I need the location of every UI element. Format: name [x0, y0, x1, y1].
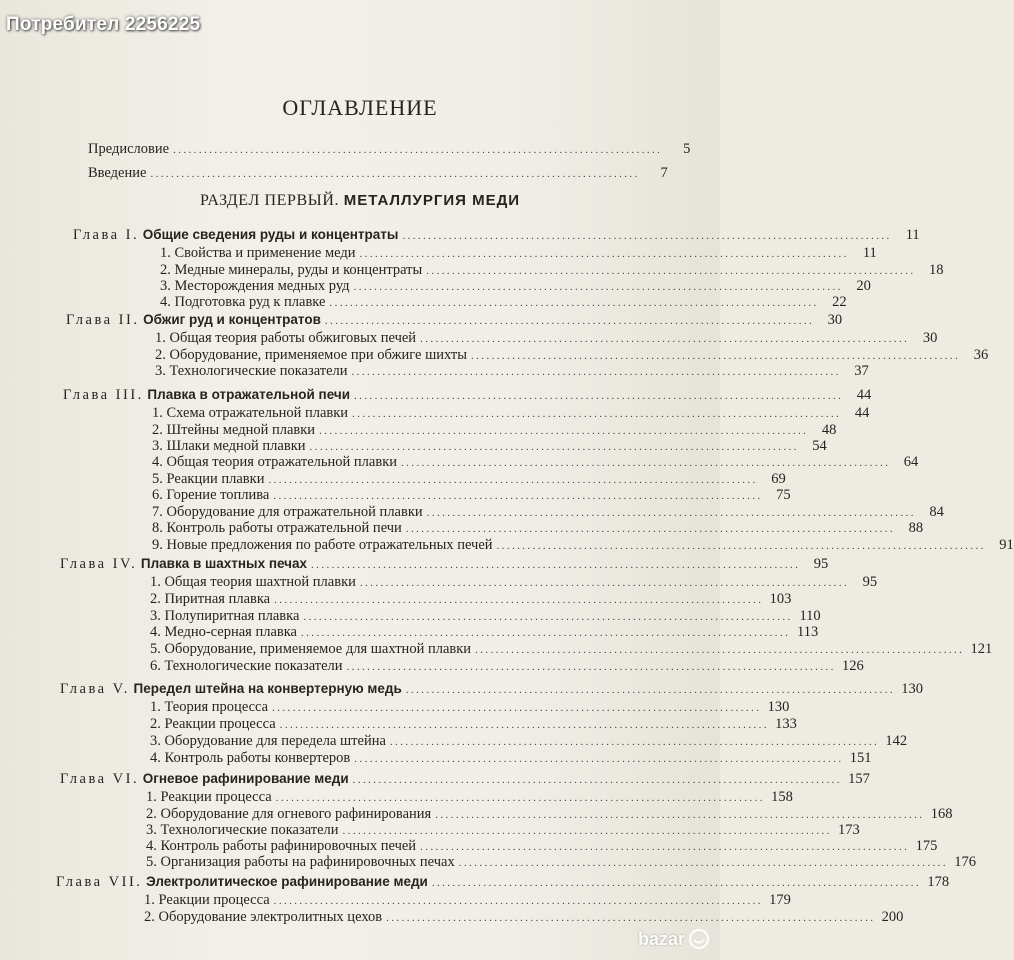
dot-leader: ............................................................................................... — [402, 230, 892, 242]
item-label: 5. Оборудование, применяемое для шахтной плавки — [150, 641, 472, 657]
item-label: 1. Теория процесса — [150, 699, 269, 715]
toc-page: 37 — [854, 363, 869, 379]
dot-leader: ............................................................................................... — [353, 281, 843, 293]
toc-page: 95 — [862, 574, 878, 590]
chapter-prefix: Глава II. — [66, 312, 140, 328]
toc-page: 18 — [929, 262, 944, 278]
toc-page: 88 — [908, 520, 924, 536]
item-row — [155, 329, 938, 347]
toc-page: 22 — [832, 294, 847, 310]
logo-text: bazar — [637, 928, 685, 949]
toc-page: 200 — [881, 909, 904, 925]
chapter-row — [73, 226, 920, 244]
dot-leader: ............................................................................................... — [273, 490, 763, 502]
dot-leader: ............................................................................................... — [351, 366, 841, 378]
item-row — [152, 536, 1014, 554]
dot-leader: ............................................................................................... — [319, 425, 809, 437]
chapter-prefix: Глава VII. — [56, 874, 143, 890]
chapter-title: Огневое рафинирование меди — [142, 771, 349, 786]
item-row — [150, 623, 819, 641]
uploader-watermark: Потребител 2256225 — [6, 14, 201, 35]
toc-page: 11 — [862, 245, 877, 261]
toc-page: 64 — [903, 454, 919, 470]
item-label: 4. Общая теория отражательной плавки — [152, 454, 398, 470]
item-label: 3. Технологические показатели — [146, 822, 339, 838]
item-label: 4. Подготовка руд к плавке — [160, 294, 326, 310]
chapter-title: Передел штейна на конвертерную медь — [133, 681, 402, 696]
item-label: 8. Контроль работы отражательной печи — [152, 520, 402, 536]
item-label: 4. Контроль работы рафинировочных печей — [146, 838, 417, 854]
toc-page: 20 — [856, 278, 871, 294]
item-label: 1. Схема отражательной плавки — [152, 405, 349, 421]
item-label: 2. Медные минералы, руды и концентраты — [160, 262, 423, 278]
chapter-title: Плавка в отражательной печи — [147, 387, 351, 402]
section-prefix: РАЗДЕЛ ПЕРВЫЙ. — [199, 192, 340, 209]
dot-leader: ............................................................................................... — [458, 857, 948, 869]
chapter-row — [56, 873, 950, 891]
dot-leader: ............................................................................................... — [420, 333, 910, 345]
dot-leader: ............................................................................................... — [401, 457, 891, 469]
toc-page: 54 — [812, 438, 827, 454]
item-row — [150, 640, 993, 658]
toc-page: 173 — [838, 822, 860, 838]
dot-leader: ............................................................................................... — [274, 594, 764, 606]
chapter-row — [63, 386, 872, 404]
item-label: 9. Новые предложения по работе отражательных печей — [152, 537, 493, 553]
chapter-prefix: Глава IV. — [60, 556, 138, 572]
toc-label: Введение — [88, 165, 147, 181]
dot-leader: ............................................................................................... — [279, 719, 769, 731]
item-row — [160, 244, 877, 262]
dot-leader: ............................................................................................... — [405, 684, 896, 696]
chapter-row — [60, 680, 924, 698]
dot-leader: ............................................................................................... — [301, 627, 791, 639]
item-row — [150, 732, 908, 750]
item-row — [150, 657, 864, 675]
dot-leader: ............................................................................................... — [324, 315, 815, 327]
dot-leader: ............................................................................................... — [329, 297, 819, 309]
dot-leader: ............................................................................................... — [496, 540, 986, 552]
item-label: 1. Реакции процесса — [144, 892, 270, 908]
toc-page: 130 — [767, 699, 790, 715]
chapter-prefix: Глава III. — [63, 387, 144, 403]
dot-leader: ............................................................................................... — [354, 390, 844, 402]
toc-page: 95 — [813, 556, 829, 572]
item-label: 3. Месторождения медных руд — [160, 278, 350, 294]
toc-page: 126 — [842, 658, 864, 674]
toc-row-preface — [88, 140, 691, 158]
item-row — [150, 749, 872, 767]
item-label: 1. Общая теория работы обжиговых печей — [155, 330, 417, 346]
toc-page: 48 — [821, 422, 837, 438]
dot-leader: ............................................................................................... — [389, 736, 880, 748]
toc-page: 142 — [885, 733, 908, 749]
chapter-prefix: Глава VI. — [60, 771, 140, 787]
dot-leader: ............................................................................................... — [352, 774, 842, 786]
item-label: 3. Технологические показатели — [155, 363, 348, 379]
item-label: 5. Организация работы на рафинировочных печах — [146, 854, 455, 870]
toc-page: 168 — [930, 806, 953, 822]
item-label: 4. Контроль работы конвертеров — [150, 750, 351, 766]
chapter-row — [60, 770, 870, 788]
item-row — [150, 590, 792, 608]
item-label: 7. Оборудование для отражательной плавки — [152, 504, 423, 520]
item-label: 1. Реакции процесса — [146, 789, 272, 805]
toc-page: 103 — [769, 591, 792, 607]
toc-page: 179 — [769, 892, 791, 908]
toc-page: 176 — [954, 854, 976, 870]
item-row — [144, 891, 791, 909]
item-label: 6. Горение топлива — [152, 487, 270, 503]
dot-leader: ............................................................................................... — [309, 441, 799, 453]
toc-page: 84 — [929, 504, 944, 520]
item-row — [146, 788, 793, 806]
dot-leader: ............................................................................................... — [435, 809, 925, 821]
dot-leader: ............................................................................................... — [173, 144, 663, 156]
toc-page: 30 — [922, 330, 938, 346]
chapter-row — [60, 555, 829, 573]
dot-leader: ............................................................................................... — [342, 825, 832, 837]
dot-leader: ............................................................................................... — [275, 792, 765, 804]
chapter-title: Общие сведения руды и концентраты — [142, 227, 399, 242]
dot-leader: ............................................................................................... — [420, 841, 910, 853]
toc-row-intro — [88, 164, 668, 182]
item-row — [146, 853, 976, 871]
site-logo — [638, 928, 710, 950]
toc-page: 175 — [915, 838, 938, 854]
item-label: 2. Оборудование электролитных цехов — [144, 909, 383, 925]
toc-page: 157 — [848, 771, 870, 787]
item-row — [160, 293, 847, 311]
toc-page: 5 — [683, 141, 691, 157]
dot-leader: ............................................................................................... — [426, 265, 916, 277]
chapter-title: Электролитическое рафинирование меди — [146, 874, 428, 889]
dot-leader: ............................................................................................... — [475, 644, 965, 656]
dot-leader: ............................................................................................... — [354, 753, 844, 765]
dot-leader: ............................................................................................... — [359, 577, 850, 589]
item-label: 3. Оборудование для передела штейна — [150, 733, 386, 749]
chapter-row — [66, 311, 843, 329]
item-row — [152, 486, 791, 504]
toc-page: 151 — [849, 750, 872, 766]
toc-page: 178 — [927, 874, 950, 890]
item-label: 2. Штейны медной плавки — [152, 422, 316, 438]
dot-leader: ............................................................................................... — [352, 408, 842, 420]
toc-page: 91 — [999, 537, 1014, 553]
dot-leader: ............................................................................................... — [470, 350, 961, 362]
item-row — [155, 362, 869, 380]
toc-page: 158 — [771, 789, 793, 805]
toc-page: 69 — [771, 471, 786, 487]
logo-smile-icon — [688, 928, 710, 950]
toc-page: 133 — [775, 716, 797, 732]
toc-page: 11 — [905, 227, 920, 243]
dot-leader: ............................................................................................... — [346, 661, 836, 673]
toc-label: Предисловие — [88, 141, 170, 157]
item-label: 1. Общая теория шахтной плавки — [150, 574, 356, 590]
section-heading — [0, 192, 720, 210]
item-label: 2. Оборудование для огневого рафинирования — [146, 806, 432, 822]
toc-page: 36 — [973, 347, 989, 363]
dot-leader: ............................................................................................... — [150, 168, 640, 180]
dot-leader: ............................................................................................... — [268, 474, 758, 486]
dot-leader: ............................................................................................... — [272, 702, 762, 714]
toc-page: 75 — [776, 487, 791, 503]
toc-page: 30 — [827, 312, 843, 328]
item-label: 2. Оборудование, применяемое при обжиге шихты — [155, 347, 467, 363]
item-row — [150, 715, 797, 733]
item-label: 3. Шлаки медной плавки — [152, 438, 306, 454]
toc-page: 113 — [797, 624, 819, 640]
item-row — [152, 519, 924, 537]
section-name: МЕТАЛЛУРГИЯ МЕДИ — [343, 192, 521, 209]
dot-leader: ............................................................................................... — [426, 507, 916, 519]
item-label: 3. Полупиритная плавка — [150, 608, 300, 624]
chapter-prefix: Глава I. — [73, 227, 140, 243]
toc-page: 121 — [970, 641, 993, 657]
toc-page: 44 — [854, 405, 870, 421]
item-row — [150, 698, 790, 716]
dot-leader: ............................................................................................... — [273, 895, 763, 907]
item-row — [150, 573, 878, 591]
item-label: 4. Медно-серная плавка — [150, 624, 297, 640]
dot-leader: ............................................................................................... — [405, 523, 896, 535]
page-title: ОГЛАВЛЕНИЕ — [282, 95, 438, 120]
dot-leader: ............................................................................................... — [359, 248, 849, 260]
chapter-title: Обжиг руд и концентратов — [143, 312, 321, 327]
item-row — [152, 453, 919, 471]
item-label: 1. Свойства и применение меди — [160, 245, 356, 261]
dot-leader: ............................................................................................... — [431, 877, 922, 889]
dot-leader: ............................................................................................... — [311, 559, 801, 571]
toc-page: 130 — [901, 681, 924, 697]
item-row — [144, 908, 904, 926]
item-label: 6. Технологические показатели — [150, 658, 343, 674]
dot-leader: ............................................................................................... — [386, 912, 876, 924]
toc-page: 7 — [660, 165, 668, 181]
item-label: 2. Пиритная плавка — [150, 591, 271, 607]
item-row — [152, 404, 870, 422]
item-label: 5. Реакции плавки — [152, 471, 265, 487]
toc-page: 44 — [856, 387, 872, 403]
chapter-prefix: Глава V. — [60, 681, 130, 697]
chapter-title: Плавка в шахтных печах — [140, 556, 308, 571]
toc-page: 110 — [799, 608, 821, 624]
item-label: 2. Реакции процесса — [150, 716, 276, 732]
dot-leader: ............................................................................................... — [303, 611, 793, 623]
